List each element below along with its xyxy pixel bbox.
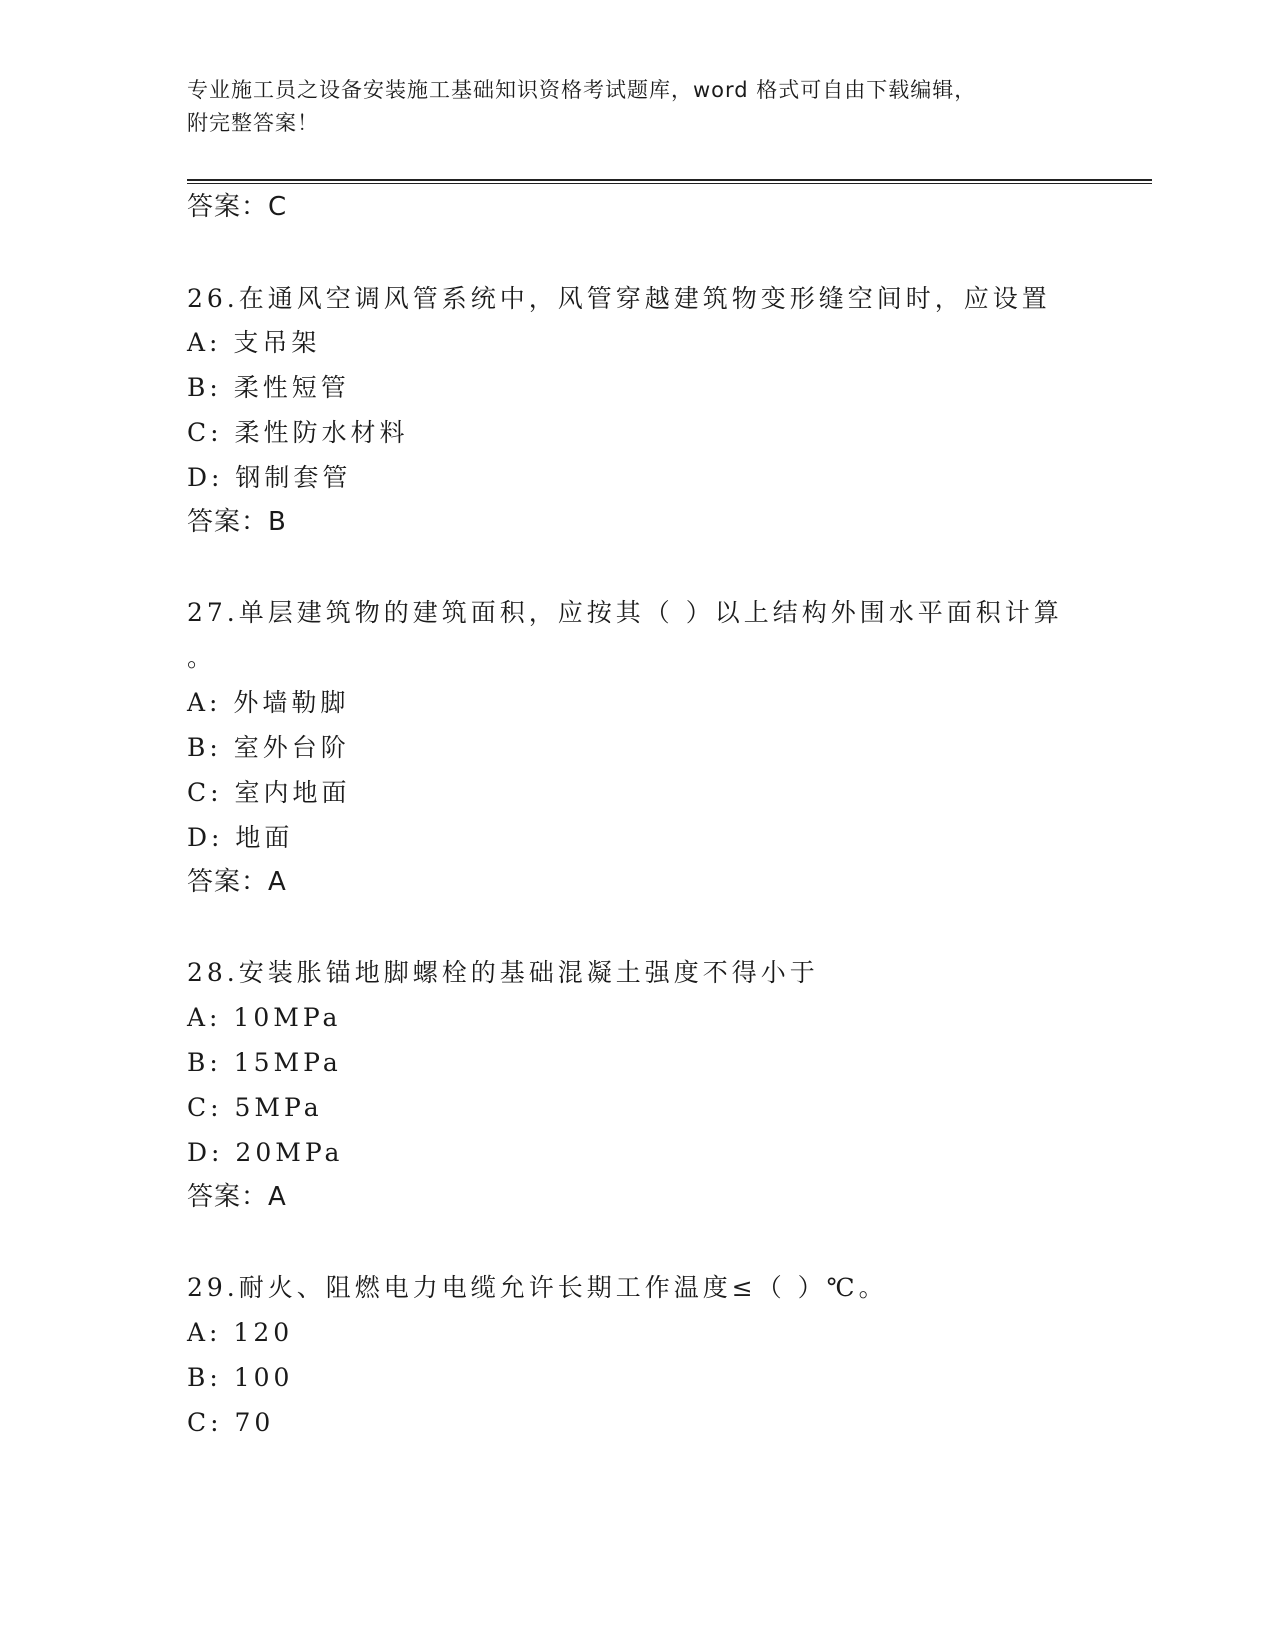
document-header <box>187 74 1067 140</box>
question-28-option-b: B: 15MPa <box>187 1048 342 1077</box>
question-26-option-c: C: 柔性防水材料 <box>187 418 409 447</box>
question-28-option-a: A: 10MPa <box>187 1003 342 1032</box>
question-27-option-a: A: 外墙勒脚 <box>187 688 350 717</box>
header-divider-thin <box>187 183 1152 184</box>
question-27-stem-continuation: 。 <box>187 643 217 672</box>
question-27-option-c: C: 室内地面 <box>187 778 351 807</box>
header-line-2: 附完整答案！ <box>187 111 319 135</box>
question-26-option-b: B: 柔性短管 <box>187 373 350 402</box>
question-28-option-d: D: 20MPa <box>187 1138 344 1167</box>
answer-27: 答案：A <box>187 867 287 897</box>
question-27-option-b: B: 室外台阶 <box>187 733 350 762</box>
question-28-stem: 28.安装胀锚地脚螺栓的基础混凝土强度不得小于 <box>187 958 819 987</box>
header-divider-thick <box>187 179 1152 181</box>
answer-28: 答案：A <box>187 1182 287 1212</box>
answer-26: 答案：B <box>187 507 287 537</box>
question-27-stem: 27.单层建筑物的建筑面积，应按其（ ）以上结构外围水平面积计算 <box>187 598 1063 627</box>
header-line-1: 专业施工员之设备安装施工基础知识资格考试题库，word 格式可自由下载编辑， <box>187 78 977 102</box>
question-26-option-d: D: 钢制套管 <box>187 463 352 492</box>
question-29-option-a: A: 120 <box>187 1318 294 1347</box>
answer-25: 答案：C <box>187 192 288 222</box>
question-29-option-c: C: 70 <box>187 1408 275 1437</box>
question-27-option-d: D: 地面 <box>187 823 294 852</box>
question-26-option-a: A: 支吊架 <box>187 328 321 357</box>
question-28-option-c: C: 5MPa <box>187 1093 323 1122</box>
question-26-stem: 26.在通风空调风管系统中，风管穿越建筑物变形缝空间时，应设置 <box>187 284 1051 313</box>
question-29-option-b: B: 100 <box>187 1363 294 1392</box>
question-29-stem: 29.耐火、阻燃电力电缆允许长期工作温度≤（ ）℃。 <box>187 1273 888 1302</box>
